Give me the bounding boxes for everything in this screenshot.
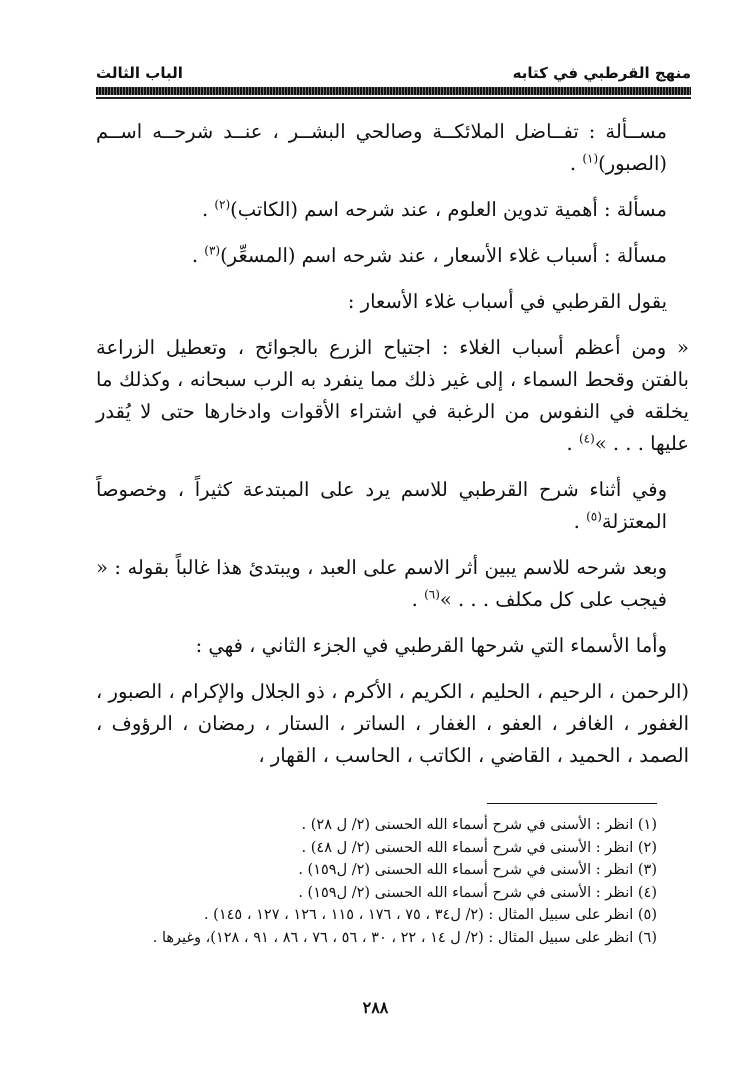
footnote-ref: (٣)	[204, 243, 221, 258]
header-chapter: الباب الثالث	[96, 64, 183, 82]
footnote-separator	[487, 803, 657, 804]
header-book-title: منهج القرطبي في كتابه	[512, 64, 691, 82]
footnote-ref: (٦)	[424, 587, 440, 602]
names-list: (الرحمن ، الرحيم ، الحليم ، الكريم ، الأكرم ، ذو الجلال والإكرام ، الصبور ، الغفور ، الغافر ، العفو ، الغفار ، الساتر ، الستار ، رمضان ، الرؤوف ، الصمد ، الحميد ، القاضي ، الكاتب ، الحاسب ، القهار ،	[96, 680, 689, 767]
header-rule-thin	[96, 97, 691, 99]
page-number: ٢٨٨	[362, 998, 389, 1017]
footnote-ref: (١)	[582, 151, 599, 166]
footnote: (٣) انظر : الأسنى في شرح أسماء الله الحسنى (٢/ ل١٥٩) .	[298, 862, 657, 878]
footnote: (٦) انظر على سبيل المثال : (٢/ ل ١٤ ، ٢٢ ، ٣٠ ، ٥٦ ، ٧٦ ، ٨٦ ، ٩١ ، ١٢٨)، وغيرها .	[152, 929, 657, 946]
paragraph: مسألة : أسباب غلاء الأسعار ، عند شرحه اسم (المسعِّر)$^{(٣)}$ .	[191, 243, 667, 267]
paragraph: مســألة : تفــاضل الملائكــة وصالحي البشــر ، عنــد شرحــه اســم (الصبور)$^{(١)}$ .	[96, 120, 667, 175]
footnote-ref: (٢)	[214, 197, 231, 212]
footnote-ref: (٤)	[578, 431, 595, 446]
paragraph: وفي أثناء شرح القرطبي للاسم يرد على المبتدعة كثيراً ، وخصوصاً المعتزلة$^{(٥)}$ .	[96, 478, 667, 533]
footnote-ref: (٥)	[586, 509, 602, 524]
footnote: (٢) انظر : الأسنى في شرح أسماء الله الحسنى (٢/ ل ٤٨) .	[301, 839, 657, 856]
quote-paragraph: « ومن أعظم أسباب الغلاء : اجتياح الزرع بالجوائح ، وتعطيل الزراعة بالفتن وقحط السماء ، إلى غير ذلك مما ينفرد به الرب سبحانه ، وكذلك ما يخلقه في النفوس من الرغبة في اشتراء الأقوات وادخارها حتى لا يُقدر عليها . . . »$^{(٤)}$ .	[96, 336, 689, 455]
running-header	[96, 60, 691, 86]
header-rule-thick	[96, 87, 691, 95]
paragraph: وأما الأسماء التي شرحها القرطبي في الجزء الثاني ، فهي :	[195, 634, 667, 657]
paragraph: يقول القرطبي في أسباب غلاء الأسعار :	[347, 290, 667, 313]
footnote: (١) انظر : الأسنى في شرح أسماء الله الحسنى (٢/ ل ٢٨) .	[301, 817, 657, 833]
main-text	[96, 116, 689, 774]
footnote: (٤) انظر : الأسنى في شرح أسماء الله الحسنى (٢/ ل١٥٩) .	[298, 884, 657, 901]
paragraph: مسألة : أهمية تدوين العلوم ، عند شرحه اسم (الكاتب)$^{(٢)}$ .	[201, 197, 667, 221]
footnotes	[96, 814, 657, 949]
footnote: (٥) انظر على سبيل المثال : (٢/ ل٣٤ ، ٧٥ ، ١٧٦ ، ١١٥ ، ١٢٦ ، ١٢٧ ، ١٤٥) .	[203, 907, 657, 923]
paragraph: وبعد شرحه للاسم يبين أثر الاسم على العبد ، ويبتدئ هذا غالباً بقوله : « فيجب على كل مكلف . . . »$^{(٦)}$ .	[96, 556, 667, 611]
